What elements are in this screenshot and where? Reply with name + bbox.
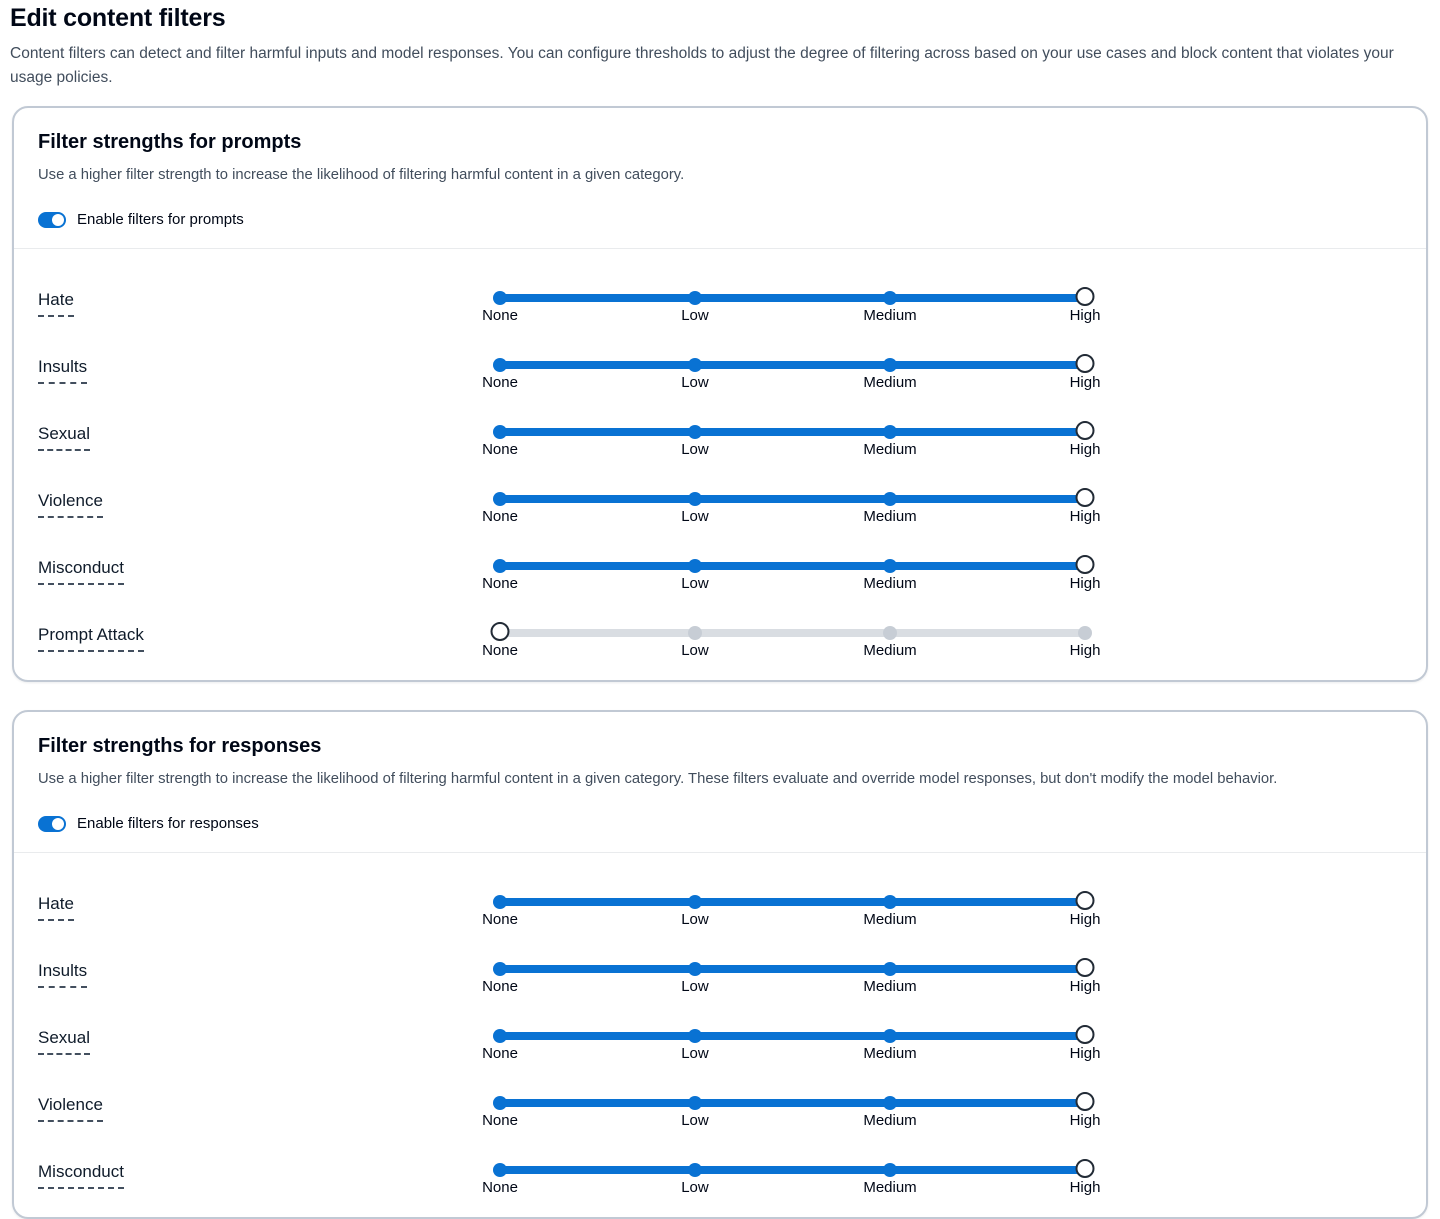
tick-label-medium: Medium [863, 1112, 917, 1129]
tick-label-none: None [482, 978, 518, 995]
slider-tick-labels [482, 490, 1101, 530]
filter-category-label: Prompt Attack [38, 625, 144, 652]
card-title: Filter strengths for responses [38, 735, 322, 757]
prompt-attack-strength-slider[interactable] [482, 624, 1101, 664]
tick-label-none: None [482, 575, 518, 592]
card-title: Filter strengths for prompts [38, 131, 302, 153]
toggle-label: Enable filters for responses [77, 815, 259, 832]
tick-label-high: High [1069, 978, 1101, 995]
misconduct-strength-slider[interactable] [482, 1161, 1101, 1201]
tick-label-high: High [1069, 508, 1101, 525]
tick-label-none: None [482, 1179, 518, 1196]
slider-tick-labels [482, 624, 1101, 664]
tick-label-medium: Medium [863, 307, 917, 324]
filter-category-label: Violence [38, 491, 103, 518]
responses-card-header [14, 712, 1426, 853]
tick-label-low: Low [681, 1179, 709, 1196]
tick-label-medium: Medium [863, 508, 917, 525]
tick-label-high: High [1069, 307, 1101, 324]
filter-category-label: Insults [38, 961, 87, 988]
filter-row-insults [38, 960, 1402, 1027]
filter-category-label: Misconduct [38, 558, 124, 585]
filter-row-misconduct [38, 557, 1402, 624]
tick-label-low: Low [681, 575, 709, 592]
card-description: Use a higher filter strength to increase the likelihood of filtering harmful content in a given category. [38, 167, 685, 183]
tick-label-none: None [482, 911, 518, 928]
filter-row-violence [38, 490, 1402, 557]
tick-label-medium: Medium [863, 575, 917, 592]
filter-row-violence [38, 1094, 1402, 1161]
insults-strength-slider[interactable] [482, 960, 1101, 1000]
slider-tick-labels [482, 289, 1101, 329]
slider-tick-labels [482, 557, 1101, 597]
violence-strength-slider[interactable] [482, 490, 1101, 530]
tick-label-low: Low [681, 1112, 709, 1129]
tick-label-none: None [482, 642, 518, 659]
page-description: Content filters can detect and filter harmful inputs and model responses. You can configure thresholds to adjust the degree of filtering across based on your use cases and block content that violates your usage policies. [10, 45, 1394, 86]
slider-tick-labels [482, 1094, 1101, 1134]
insults-strength-slider[interactable] [482, 356, 1101, 396]
slider-tick-labels [482, 1027, 1101, 1067]
filter-row-hate [38, 289, 1402, 356]
toggle-knob [52, 818, 64, 830]
tick-label-medium: Medium [863, 441, 917, 458]
filter-category-label: Hate [38, 894, 74, 921]
slider-tick-labels [482, 356, 1101, 396]
hate-strength-slider[interactable] [482, 289, 1101, 329]
prompts-card-body [14, 249, 1426, 680]
toggle-knob [52, 214, 64, 226]
enable-prompts-toggle[interactable] [38, 212, 66, 228]
tick-label-high: High [1069, 642, 1101, 659]
filter-row-insults [38, 356, 1402, 423]
tick-label-none: None [482, 374, 518, 391]
tick-label-low: Low [681, 911, 709, 928]
tick-label-low: Low [681, 374, 709, 391]
tick-label-medium: Medium [863, 1179, 917, 1196]
sexual-strength-slider[interactable] [482, 1027, 1101, 1067]
tick-label-low: Low [681, 1045, 709, 1062]
tick-label-none: None [482, 1112, 518, 1129]
slider-tick-labels [482, 1161, 1101, 1201]
slider-tick-labels [482, 423, 1101, 463]
filter-row-sexual [38, 423, 1402, 490]
filter-category-label: Sexual [38, 424, 90, 451]
tick-label-low: Low [681, 441, 709, 458]
responses-card-body [14, 853, 1426, 1217]
tick-label-high: High [1069, 374, 1101, 391]
tick-label-high: High [1069, 1045, 1101, 1062]
tick-label-high: High [1069, 441, 1101, 458]
tick-label-medium: Medium [863, 1045, 917, 1062]
filter-category-label: Misconduct [38, 1162, 124, 1189]
tick-label-low: Low [681, 508, 709, 525]
filter-category-label: Insults [38, 357, 87, 384]
filter-category-label: Violence [38, 1095, 103, 1122]
tick-label-high: High [1069, 1179, 1101, 1196]
tick-label-high: High [1069, 1112, 1101, 1129]
responses-filter-card [12, 710, 1428, 1219]
tick-label-medium: Medium [863, 642, 917, 659]
tick-label-low: Low [681, 642, 709, 659]
enable-responses-toggle[interactable] [38, 816, 66, 832]
filter-category-label: Hate [38, 290, 74, 317]
tick-label-low: Low [681, 307, 709, 324]
slider-tick-labels [482, 893, 1101, 933]
card-description: Use a higher filter strength to increase the likelihood of filtering harmful content in a given category. These filters evaluate and override model responses, but don't modify the model behavior. [38, 771, 1278, 787]
slider-tick-labels [482, 960, 1101, 1000]
tick-label-none: None [482, 508, 518, 525]
violence-strength-slider[interactable] [482, 1094, 1101, 1134]
toggle-label: Enable filters for prompts [77, 211, 244, 228]
enable-responses-toggle-row [38, 815, 1402, 832]
tick-label-high: High [1069, 911, 1101, 928]
tick-label-low: Low [681, 978, 709, 995]
filter-category-label: Sexual [38, 1028, 90, 1055]
enable-prompts-toggle-row [38, 211, 1402, 228]
tick-label-none: None [482, 441, 518, 458]
tick-label-medium: Medium [863, 978, 917, 995]
tick-label-high: High [1069, 575, 1101, 592]
tick-label-medium: Medium [863, 911, 917, 928]
sexual-strength-slider[interactable] [482, 423, 1101, 463]
filter-row-misconduct [38, 1161, 1402, 1203]
filter-row-prompt-attack [38, 624, 1402, 666]
page-title: Edit content filters [10, 4, 226, 32]
prompts-card-header [14, 108, 1426, 249]
filter-row-hate [38, 893, 1402, 960]
filter-row-sexual [38, 1027, 1402, 1094]
tick-label-none: None [482, 307, 518, 324]
tick-label-medium: Medium [863, 374, 917, 391]
misconduct-strength-slider[interactable] [482, 557, 1101, 597]
tick-label-none: None [482, 1045, 518, 1062]
hate-strength-slider[interactable] [482, 893, 1101, 933]
prompts-filter-card [12, 106, 1428, 682]
